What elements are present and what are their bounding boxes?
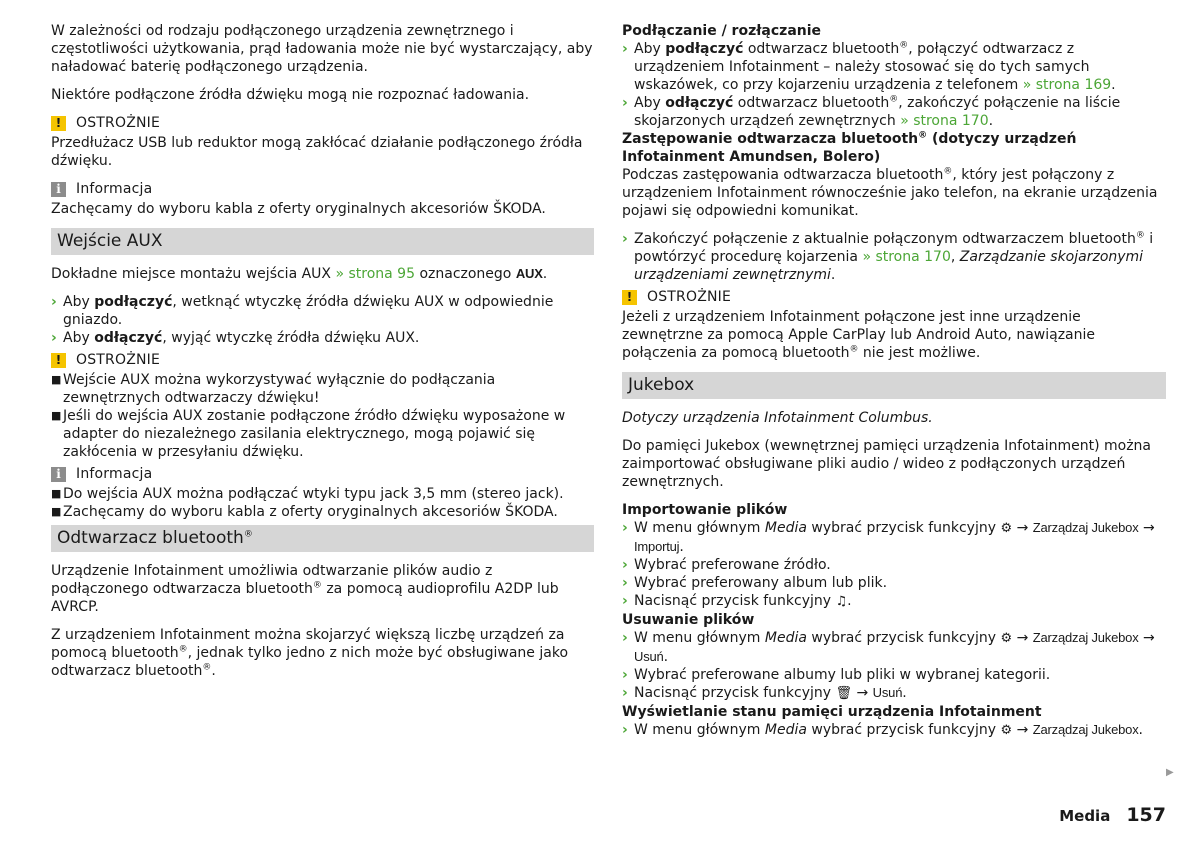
section-heading-jukebox: Jukebox [622,372,1166,399]
list-item: › Aby odłączyć odtwarzacz bluetooth®, zakończyć połączenie na liście skojarzonych urządzeń zewnętrznych » strona 170. [622,94,1121,129]
chevron-right-icon: › [51,294,57,310]
section-heading-aux: Wejście AUX [51,228,594,255]
caution-title: OSTROŻNIE [76,115,161,131]
aux-symbol: AUX [515,266,543,281]
aux-location-text: Dokładne miejsce montażu wejścia AUX » strona 95 oznaczonego AUX. [51,266,548,282]
list-item: ■ Wejście AUX można wykorzystywać wyłącznie do podłączania zewnętrznych odtwarzaczy dźwięku! [51,372,496,406]
bluetooth-paragraph-2: Z urządzeniem Infotainment można skojarzyć większą liczbę urządzeń za pomocą bluetooth®, jednak tylko jedno z nich może być obsługiwane jako odtwarzacz bluetooth®. [51,627,569,679]
connect-steps [622,40,1166,130]
memory-steps [622,721,1166,740]
list-item: ■ Zachęcamy do wyboru kabla z oferty oryginalnych akcesoriów ŠKODA. [51,504,558,520]
chevron-right-icon: › [622,557,628,573]
import-file-icon: ♫ [835,594,848,609]
list-item: › W menu głównym Media wybrać przycisk funkcyjny ⚙ → Zarządzaj Jukebox → Importuj. [622,520,1155,555]
info-list [51,485,594,521]
info-header-2 [51,465,594,483]
list-item: › Aby odłączyć, wyjąć wtyczkę źródła dźwięku AUX. [51,330,420,346]
subheading-import: Importowanie plików [622,502,788,518]
list-item: › Wybrać preferowany album lub plik. [622,575,888,591]
list-item: › Nacisnąć przycisk funkcyjny 🗑 → Usuń. [622,685,907,701]
caution-list [51,371,594,461]
footer-section-title: Media [1059,807,1111,825]
list-item: › W menu głównym Media wybrać przycisk funkcyjny ⚙ → Zarządzaj Jukebox. [622,722,1143,738]
page-footer [1059,804,1166,826]
info-title: Informacja [76,466,153,482]
intro-paragraph-2: Niektóre podłączone źródła dźwięku mogą nie rozpoznać ładowania. [51,87,530,103]
delete-steps [622,629,1166,703]
list-item: ■ Jeśli do wejścia AUX zostanie podłączone źródło dźwięku wyposażone w adapter do niezależnego zasilania elektrycznego, mogą pojawić się zakłócenia w przesyłaniu dźwięku. [51,408,566,460]
left-column [51,22,594,690]
chevron-right-icon: › [622,667,628,683]
page-link[interactable]: » strona 170 [900,113,989,129]
list-item: › Wybrać preferowane źródło. [622,557,831,573]
replace-steps [622,230,1166,284]
settings-icon: ⚙ [1000,723,1013,738]
info-icon: i [51,467,66,482]
list-item: ■ Do wejścia AUX można podłączać wtyki typu jack 3,5 mm (stereo jack). [51,486,564,502]
page-number: 157 [1126,804,1166,826]
right-column [622,22,1166,740]
jukebox-applies-note: Dotyczy urządzenia Infotainment Columbus. [622,410,933,426]
section-heading-bluetooth: Odtwarzacz bluetooth® [51,525,594,552]
caution-title: OSTROŻNIE [647,289,732,305]
chevron-right-icon: › [622,520,628,536]
caution-header-1 [51,114,594,132]
aux-steps [51,293,594,347]
warning-icon: ! [622,290,637,305]
chevron-right-icon: › [622,685,628,701]
chevron-right-icon: › [622,231,628,247]
chevron-right-icon: › [622,95,628,111]
chevron-right-icon: › [622,722,628,738]
import-steps [622,519,1166,611]
settings-icon: ⚙ [1000,631,1013,646]
replace-text: Podczas zastępowania odtwarzacza bluetooth®, który jest połączony z urządzeniem Infotainment równocześnie jako telefon, na ekranie urządzenia pojawi się odpowiedni komunikat. [622,166,1158,219]
bluetooth-paragraph-1: Urządzenie Infotainment umożliwia odtwarzanie plików audio z podłączonego odtwarzacza bluetooth® za pomocą audioprofilu A2DP lub AVRCP. [51,563,559,615]
caution-title: OSTROŻNIE [76,352,161,368]
info-header-1 [51,180,594,198]
chevron-right-icon: › [622,575,628,591]
subheading-memory: Wyświetlanie stanu pamięci urządzenia Infotainment [622,704,1042,720]
chevron-right-icon: › [622,630,628,646]
trash-icon: 🗑 [835,686,853,701]
info-icon: i [51,182,66,197]
chevron-right-icon: › [622,593,628,609]
caution-text: Przedłużacz USB lub reduktor mogą zakłócać działanie podłączonego źródła dźwięku. [51,135,583,169]
caution-header-2 [51,351,594,369]
page-link[interactable]: » strona 169 [1022,77,1112,93]
subheading-connect: Podłączanie / rozłączanie [622,23,822,39]
chevron-right-icon: › [622,41,628,57]
page-link[interactable]: » strona 170 [862,249,951,265]
list-item: › Aby podłączyć, wetknąć wtyczkę źródła dźwięku AUX w odpowiednie gniazdo. [51,294,554,328]
list-item: › W menu głównym Media wybrać przycisk funkcyjny ⚙ → Zarządzaj Jukebox → Usuń. [622,630,1155,665]
intro-paragraph-1: W zależności od rodzaju podłączonego urządzenia zewnętrznego i częstotliwości użytkowania, prąd ładowania może nie być wystarczający, aby naładować baterię podłączonego urządzenia. [51,23,593,75]
subheading-delete: Usuwanie plików [622,612,755,628]
warning-icon: ! [51,353,66,368]
settings-icon: ⚙ [1000,521,1013,536]
subheading-replace: Zastępowanie odtwarzacza bluetooth® (dotyczy urządzeń Infotainment Amundsen, Bolero) [622,130,1077,165]
caution-header-3 [622,288,1166,306]
page-link[interactable]: » strona 95 [335,266,415,282]
list-item: › Aby podłączyć odtwarzacz bluetooth®, połączyć odtwarzacz z urządzeniem Infotainment – należy stosować się do tych samych wskazówek, co przy kojarzeniu urządzenia z telefonem » strona 169. [622,40,1116,93]
list-item: › Nacisnąć przycisk funkcyjny ♫. [622,593,852,609]
next-page-triangle-icon: ▶ [1166,767,1174,778]
info-title: Informacja [76,181,153,197]
caution-text: Jeżeli z urządzeniem Infotainment połączone jest inne urządzenie zewnętrzne za pomocą Apple CarPlay lub Android Auto, nawiązanie połączenia za pomocą bluetooth® nie jest możliwe. [622,309,1096,361]
list-item: › Zakończyć połączenie z aktualnie połączonym odtwarzaczem bluetooth® i powtórzyć procedurę kojarzenia » strona 170, Zarządzanie skojarzonymi urządzeniami zewnętrznymi. [622,230,1154,283]
jukebox-text: Do pamięci Jukebox (wewnętrznej pamięci urządzenia Infotainment) można zaimportować obsługiwane pliki audio / wideo z podłączonych urządzeń zewnętrznych. [622,438,1151,490]
chevron-right-icon: › [51,330,57,346]
warning-icon: ! [51,116,66,131]
list-item: › Wybrać preferowane albumy lub pliki w wybranej kategorii. [622,667,1051,683]
info-text: Zachęcamy do wyboru kabla z oferty oryginalnych akcesoriów ŠKODA. [51,201,546,217]
